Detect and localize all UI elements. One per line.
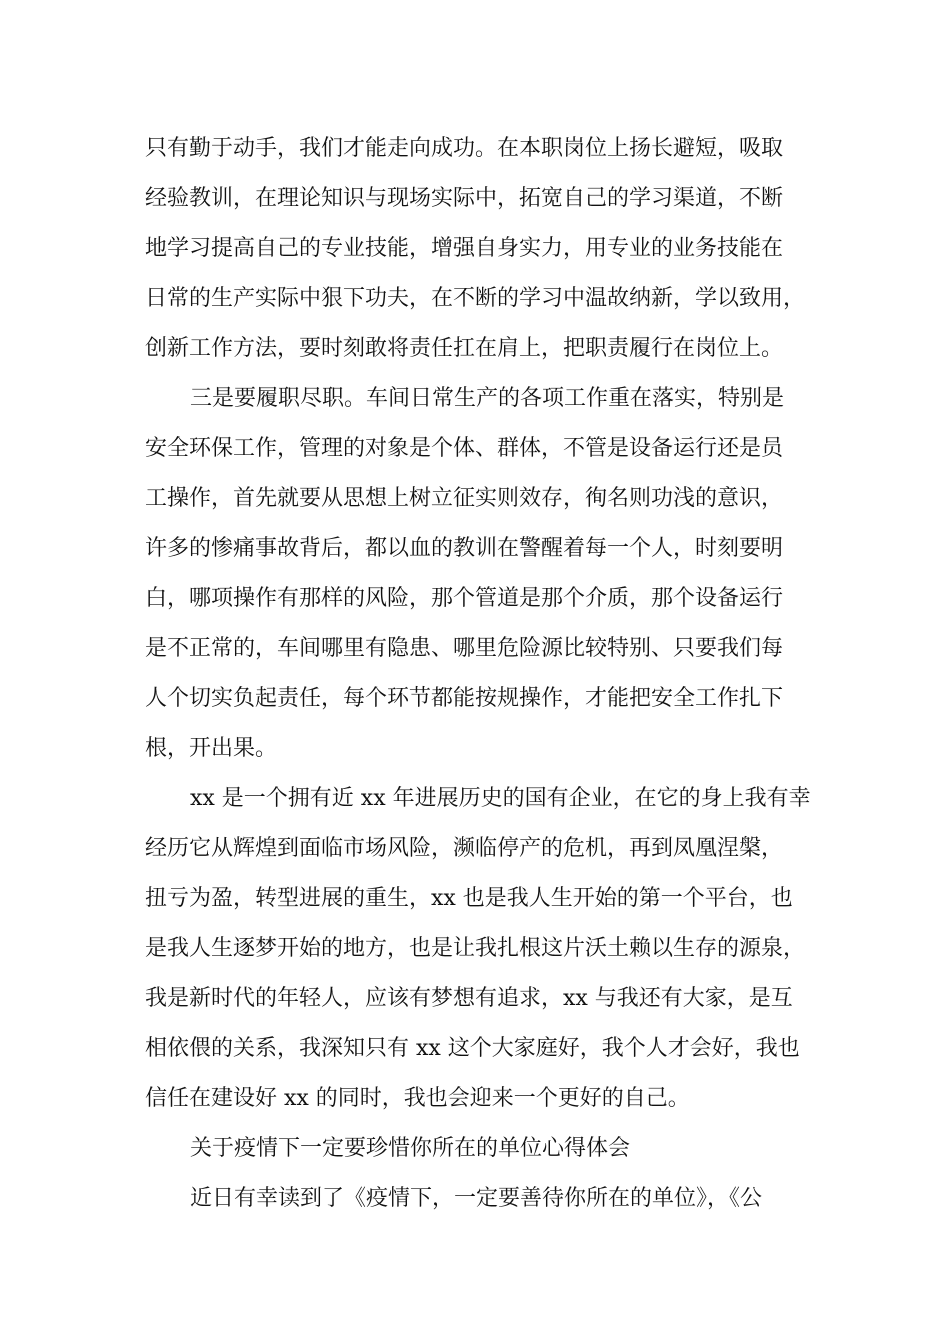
paragraph-start-line: 近日有幸读到了《疫情下，一定要善待你所在的单位》，《公 [190, 1186, 763, 1211]
text-line-19: 相依偎的关系，我深知只有 xx 这个大家庭好，我个人才会好，我也 [145, 1036, 800, 1061]
text-line-16: 扭亏为盈，转型进展的重生，xx 也是我人生开始的第一个平台，也 [145, 886, 793, 911]
text-line-15: 经历它从辉煌到面临市场风险，濒临停产的危机，再到凤凰涅槃， [145, 836, 784, 861]
text-line-2: 经验教训，在理论知识与现场实际中，拓宽自己的学习渠道，不断 [145, 186, 784, 211]
text-line-3: 地学习提高自己的专业技能，增强自身实力，用专业的业务技能在 [145, 236, 784, 261]
text-line-8: 工操作，首先就要从思想上树立征实则效存，徇名则功浅的意识， [145, 486, 784, 511]
text-line-12: 人个切实负起责任，每个环节都能按规操作，才能把安全工作扎下 [145, 686, 784, 711]
text-line-13: 根，开出果。 [145, 736, 278, 761]
section-heading: 关于疫情下一定要珍惜你所在的单位心得体会 [190, 1136, 631, 1161]
text-line-17: 是我人生逐梦开始的地方，也是让我扎根这片沃土赖以生存的源泉， [145, 936, 806, 961]
text-line-18: 我是新时代的年轻人，应该有梦想有追求，xx 与我还有大家，是互 [145, 986, 793, 1011]
text-line-7: 安全环保工作，管理的对象是个体、群体，不管是设备运行还是员 [145, 436, 784, 461]
text-line-11: 是不正常的，车间哪里有隐患、哪里危险源比较特别、只要我们每 [145, 636, 784, 661]
text-line-4: 日常的生产实际中狠下功夫，在不断的学习中温故纳新，学以致用， [145, 286, 806, 311]
text-line-9: 许多的惨痛事故背后，都以血的教训在警醒着每一个人，时刻要明 [145, 536, 784, 561]
text-line-1: 只有勤于动手，我们才能走向成功。在本职岗位上扬长避短，吸取 [145, 136, 784, 161]
text-line-10: 白，哪项操作有那样的风险，那个管道是那个介质，那个设备运行 [145, 586, 784, 611]
text-line-5: 创新工作方法，要时刻敢将责任扛在肩上，把职责履行在岗位上。 [145, 336, 784, 361]
paragraph-start-line: 三是要履职尽职。车间日常生产的各项工作重在落实，特别是 [190, 386, 785, 411]
paragraph-start-line: xx 是一个拥有近 xx 年进展历史的国有企业，在它的身上我有幸 [190, 786, 811, 811]
text-line-20: 信任在建设好 xx 的同时，我也会迎来一个更好的自己。 [145, 1086, 690, 1111]
